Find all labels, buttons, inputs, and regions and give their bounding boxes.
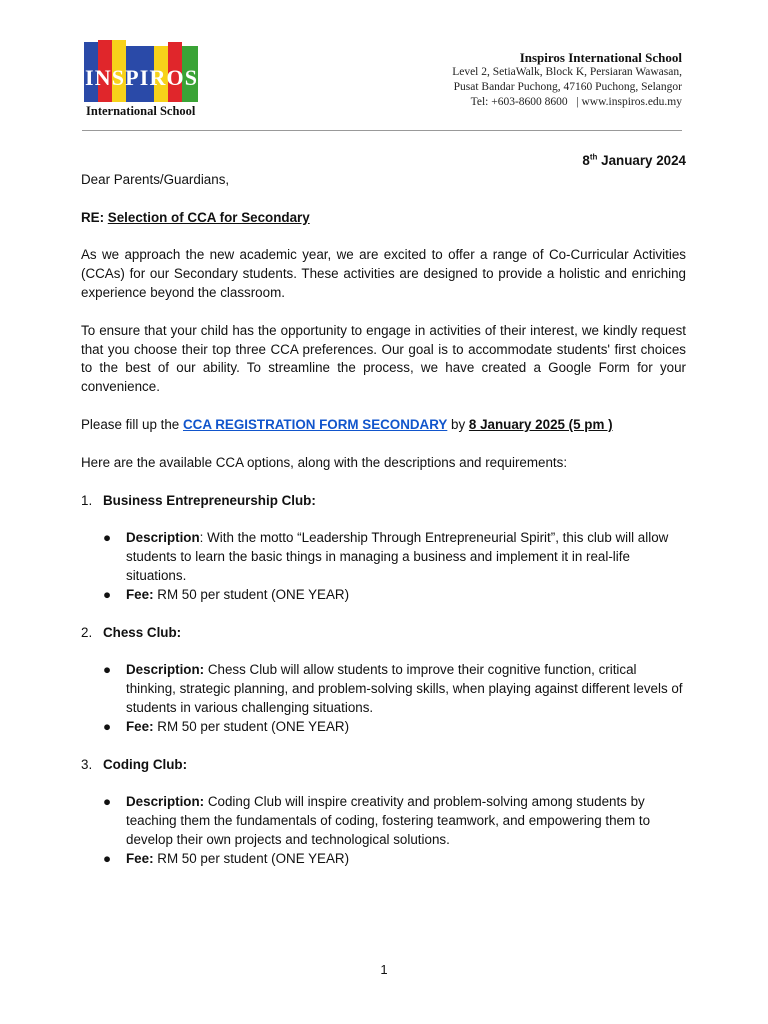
bullet-icon: ●	[103, 850, 112, 866]
fee-label: Fee:	[126, 586, 154, 602]
intro-paragraph: As we approach the new academic year, we are excited to offer a range of Co-Curricular Activities (CCAs) for our Secondary students. These activities are designed to provide a holistic and enriching experience beyond the classroom.	[81, 247, 686, 300]
letter-body	[81, 152, 686, 869]
club-name: Coding Club:	[103, 756, 188, 772]
address-line-2: Pusat Bandar Puchong, 47160 Puchong, Selangor	[453, 81, 682, 93]
letterhead	[82, 40, 682, 130]
school-name: Inspiros International School	[519, 50, 682, 65]
fill-prefix: Please fill up the	[81, 416, 183, 432]
salutation: Dear Parents/Guardians,	[81, 171, 230, 187]
club-item-business	[81, 492, 686, 605]
club-name: Chess Club:	[103, 624, 182, 640]
logo-subtitle: International School	[86, 104, 196, 118]
logo-graphic	[82, 40, 202, 104]
letter-date	[81, 152, 686, 171]
club-fee	[81, 586, 686, 605]
club-number: 3.	[81, 756, 93, 772]
re-subject: Selection of CCA for Secondary	[107, 209, 310, 225]
bullet-icon: ●	[103, 794, 112, 810]
description-label: Description:	[126, 662, 205, 678]
bullet-icon: ●	[103, 718, 112, 734]
club-item-chess	[81, 624, 686, 737]
header-divider	[82, 130, 682, 131]
school-logo	[82, 40, 202, 120]
club-description	[81, 529, 686, 585]
bullet-icon: ●	[103, 530, 112, 546]
contact-line: Tel: +603-8600 8600 | www.inspiros.edu.my	[470, 96, 682, 108]
logo-wordmark: INSPIROS	[85, 65, 197, 90]
deadline: 8 January 2025 (5 pm )	[468, 416, 613, 432]
club-name: Business Entrepreneurship Club:	[103, 492, 316, 508]
club-fee	[81, 718, 686, 737]
description-label: Description:	[126, 794, 205, 810]
club-number: 2.	[81, 624, 93, 640]
description-text: Chess Club will allow students to improve their cognitive function, critical thinking, strategic planning, and problem-solving skills, when playing against different levels of students in various challenging situations.	[126, 662, 683, 715]
fee-text: RM 50 per student (ONE YEAR)	[153, 850, 350, 866]
description-label: Description	[126, 530, 200, 546]
fee-text: RM 50 per student (ONE YEAR)	[153, 718, 350, 734]
re-label: RE:	[81, 209, 108, 225]
cca-registration-form-link[interactable]: CCA REGISTRATION FORM SECONDARY	[182, 416, 448, 432]
club-item-coding	[81, 756, 686, 869]
date-suffix: th	[589, 152, 598, 162]
options-intro: Here are the available CCA options, along with the descriptions and requirements:	[81, 454, 568, 470]
fee-label: Fee:	[126, 718, 154, 734]
bullet-icon: ●	[103, 662, 112, 678]
club-description	[81, 661, 686, 717]
school-address-block	[452, 50, 682, 110]
fill-form-line	[81, 416, 686, 435]
club-description	[81, 793, 686, 849]
fee-text: RM 50 per student (ONE YEAR)	[153, 586, 350, 602]
description-text: : With the motto “Leadership Through Entrepreneurial Spirit”, this club will allow students to learn the basic things in managing a business and implement it in real-life situations.	[126, 530, 669, 583]
bullet-icon: ●	[103, 586, 112, 602]
re-line	[81, 209, 686, 228]
date-month-year: January 2024	[597, 153, 686, 168]
address-line-1: Level 2, SetiaWalk, Block K, Persiaran Wawasan,	[452, 66, 682, 78]
club-number: 1.	[81, 492, 93, 508]
page-number: 1	[380, 962, 388, 977]
date-day: 8	[582, 153, 590, 168]
club-fee	[81, 850, 686, 869]
fill-by: by	[447, 416, 469, 432]
request-paragraph: To ensure that your child has the opportunity to engage in activities of their interest, we kindly request that you choose their top three CCA preferences. Our goal is to accommodate students' first choices to the best of our ability. To streamline the process, we have created a Google Form for your convenience.	[81, 322, 686, 395]
fee-label: Fee:	[126, 850, 154, 866]
description-text: Coding Club will inspire creativity and problem-solving among students by teaching them the fundamentals of coding, fostering teamwork, and empowering them to develop their own projects and technological solutions.	[126, 794, 651, 847]
